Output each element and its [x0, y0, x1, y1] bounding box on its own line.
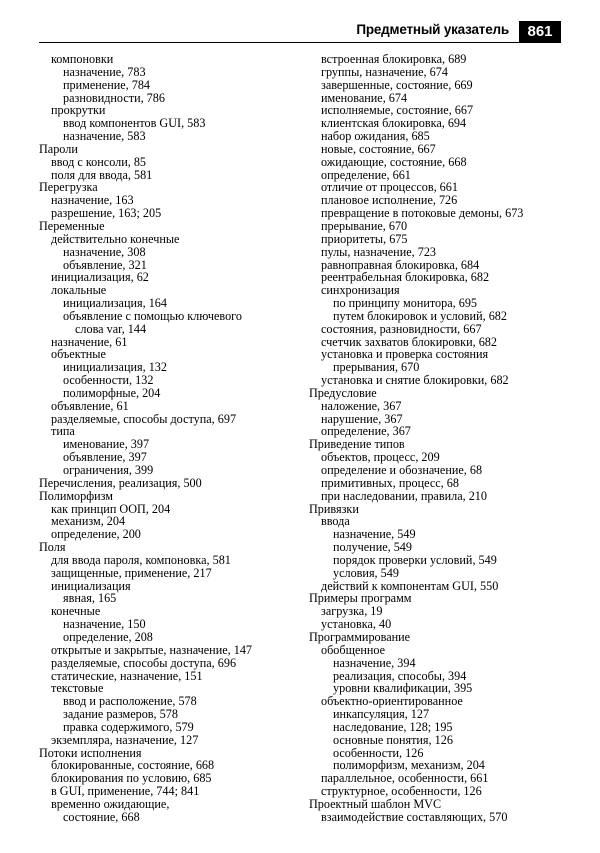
- index-entry: механизм, 204: [51, 514, 126, 529]
- index-entry: исполняемые, состояние, 667: [321, 103, 474, 118]
- index-entry: назначение, 394: [333, 655, 416, 670]
- index-entry: реализация, способы, 394: [333, 668, 467, 683]
- index-entry: ограничения, 399: [63, 463, 154, 477]
- index-column-left: [39, 53, 297, 824]
- index-entry: действительно конечные: [51, 231, 180, 246]
- index-entry: объявление, 321: [63, 257, 147, 272]
- index-entry: пулы, назначение, 723: [321, 244, 437, 259]
- index-entry: наложение, 367: [321, 398, 402, 413]
- index-entry: экземпляра, назначение, 127: [51, 732, 199, 747]
- index-entry: путем блокировок и условий, 682: [333, 308, 507, 323]
- index-entry: объектно-ориентированное: [321, 694, 463, 709]
- index-entry: набор ожидания, 685: [321, 129, 430, 144]
- index-entry: структурное, особенности, 126: [321, 784, 482, 799]
- index-entry: отличие от процессов, 661: [321, 180, 458, 195]
- index-entry: объектные: [51, 347, 106, 362]
- index-entry: разделяемые, способы доступа, 697: [51, 411, 237, 426]
- index-entry: группы, назначение, 674: [321, 64, 448, 79]
- index-entry: условия, 549: [333, 565, 399, 580]
- index-entry: нарушение, 367: [321, 411, 403, 426]
- index-entry: разрешение, 163; 205: [51, 206, 162, 221]
- index-column-right: [309, 53, 567, 824]
- index-entry: именование, 397: [63, 437, 150, 452]
- index-heading: Предусловие: [309, 385, 377, 400]
- index-entry: установка и проверка состояния: [321, 347, 489, 362]
- index-entry: компоновки: [51, 52, 114, 66]
- index-entry: ввода: [321, 514, 350, 529]
- page-header: [39, 21, 561, 45]
- index-entry: ввод и расположение, 578: [63, 694, 197, 709]
- index-entry: действий к компонентам GUI, 550: [321, 578, 499, 593]
- index-entry: по принципу монитора, 695: [333, 296, 478, 311]
- index-heading: Полиморфизм: [39, 488, 114, 503]
- index-entry: клиентская блокировка, 694: [321, 116, 467, 131]
- index-entry: новые, состояние, 667: [321, 141, 436, 156]
- index-entry: прерывания, 670: [333, 360, 420, 375]
- index-entry: для ввода пароля, компоновка, 581: [51, 552, 231, 567]
- index-entry: счетчик захватов блокировки, 682: [321, 334, 497, 349]
- index-heading: Перегрузка: [39, 180, 98, 195]
- index-entry: основные понятия, 126: [333, 732, 453, 747]
- index-entry: ввод с консоли, 85: [51, 154, 147, 169]
- index-entry: плановое исполнение, 726: [321, 193, 458, 208]
- index-entry: текстовые: [51, 681, 104, 696]
- index-heading: Перечисления, реализация, 500: [39, 475, 202, 490]
- index-entry: локальные: [51, 283, 107, 298]
- index-entry: при наследовании, правила, 210: [321, 488, 487, 503]
- index-heading: Переменные: [39, 218, 105, 233]
- index-entry: наследование, 128; 195: [333, 719, 453, 734]
- index-entry: загрузка, 19: [321, 604, 383, 619]
- index-entry: особенности, 132: [63, 373, 154, 388]
- index-heading: Программирование: [309, 629, 411, 644]
- index-heading: Проектный шаблон MVC: [309, 796, 442, 811]
- index-entry: обобщенное: [321, 642, 386, 657]
- index-entry: назначение, 549: [333, 527, 416, 542]
- index-entry: объектов, процесс, 209: [321, 450, 440, 465]
- index-entry: именование, 674: [321, 90, 408, 105]
- index-entry: защищенные, применение, 217: [51, 565, 212, 580]
- index-entry: разновидности, 786: [63, 90, 165, 105]
- index-entry: ввод компонентов GUI, 583: [63, 116, 206, 131]
- index-entry: типа: [51, 424, 75, 439]
- index-entry: конечные: [51, 604, 101, 619]
- index-entry: порядок проверки условий, 549: [333, 552, 497, 567]
- index-entry: назначение, 163: [51, 193, 134, 208]
- index-entry: объявление с помощью ключевого: [63, 308, 242, 323]
- index-entry: параллельное, особенности, 661: [321, 771, 489, 786]
- index-entry: взаимодействие составляющих, 570: [321, 809, 508, 824]
- index-entry: установка и снятие блокировки, 682: [321, 373, 509, 388]
- index-entry: статические, назначение, 151: [51, 668, 203, 683]
- index-entry: равноправная блокировка, 684: [321, 257, 480, 272]
- index-entry: получение, 549: [333, 540, 412, 555]
- index-entry: инициализация, 132: [63, 360, 167, 375]
- index-entry: в GUI, применение, 744; 841: [51, 784, 200, 799]
- index-entry: прерывание, 670: [321, 218, 408, 233]
- index-entry: как принцип ООП, 204: [51, 501, 171, 516]
- index-entry: установка, 40: [321, 617, 392, 632]
- index-heading: Привязки: [309, 501, 359, 516]
- index-entry: определение, 367: [321, 424, 411, 439]
- index-entry: определение, 661: [321, 167, 411, 182]
- index-entry: назначение, 308: [63, 244, 146, 259]
- index-entry: определение, 200: [51, 527, 141, 542]
- index-entry: прокрутки: [51, 103, 106, 118]
- index-entry: временно ожидающие,: [51, 796, 170, 811]
- index-entry: правка содержимого, 579: [63, 719, 194, 734]
- index-entry: ожидающие, состояние, 668: [321, 154, 467, 169]
- index-entry: явная, 165: [63, 591, 117, 606]
- index-heading: Пароли: [39, 141, 78, 156]
- index-entry: приоритеты, 675: [321, 231, 408, 246]
- index-entry: назначение, 61: [51, 334, 128, 349]
- index-entry: применение, 784: [63, 77, 151, 92]
- index-entry: полиморфные, 204: [63, 385, 161, 400]
- index-entry: блокированные, состояние, 668: [51, 758, 215, 773]
- index-entry: назначение, 783: [63, 64, 146, 79]
- index-heading: Приведение типов: [309, 437, 405, 452]
- index-entry: завершенные, состояние, 669: [321, 77, 473, 92]
- index-entry: реентрабельная блокировка, 682: [321, 270, 490, 285]
- index-entry: инициализация: [51, 578, 131, 593]
- index-entry: синхронизация: [321, 283, 400, 298]
- index-entry: состояния, разновидности, 667: [321, 321, 482, 336]
- index-entry: объявление, 397: [63, 450, 147, 465]
- page-number: 861: [519, 21, 561, 43]
- index-heading: Потоки исполнения: [39, 745, 142, 760]
- index-entry: инкапсуляция, 127: [333, 707, 430, 722]
- index-entry: объявление, 61: [51, 398, 129, 413]
- index-entry: блокирования по условию, 685: [51, 771, 212, 786]
- index-heading: Поля: [39, 540, 66, 555]
- index-entry: полиморфизм, механизм, 204: [333, 758, 485, 773]
- index-entry: примитивных, процесс, 68: [321, 475, 459, 490]
- index-entry: разделяемые, способы доступа, 696: [51, 655, 237, 670]
- index-heading: Примеры программ: [309, 591, 412, 606]
- index-entry: уровни квалификации, 395: [333, 681, 473, 696]
- index-entry: поля для ввода, 581: [51, 167, 153, 182]
- header-rule: [39, 42, 521, 43]
- index-entry: встроенная блокировка, 689: [321, 52, 467, 66]
- header-title: Предметный указатель: [356, 22, 509, 37]
- index-entry: превращение в потоковые демоны, 673: [321, 206, 524, 221]
- index-entry: определение и обозначение, 68: [321, 463, 483, 477]
- index-entry: определение, 208: [63, 629, 153, 644]
- index-entry: инициализация, 62: [51, 270, 149, 285]
- index-entry: назначение, 150: [63, 617, 146, 632]
- index-entry: слова var, 144: [75, 321, 147, 336]
- index-entry: открытые и закрытые, назначение, 147: [51, 642, 253, 657]
- index-entry: инициализация, 164: [63, 296, 167, 311]
- index-entry: задание размеров, 578: [63, 707, 178, 722]
- index-entry: состояние, 668: [63, 809, 140, 824]
- index-entry: особенности, 126: [333, 745, 424, 760]
- index-entry: назначение, 583: [63, 129, 146, 144]
